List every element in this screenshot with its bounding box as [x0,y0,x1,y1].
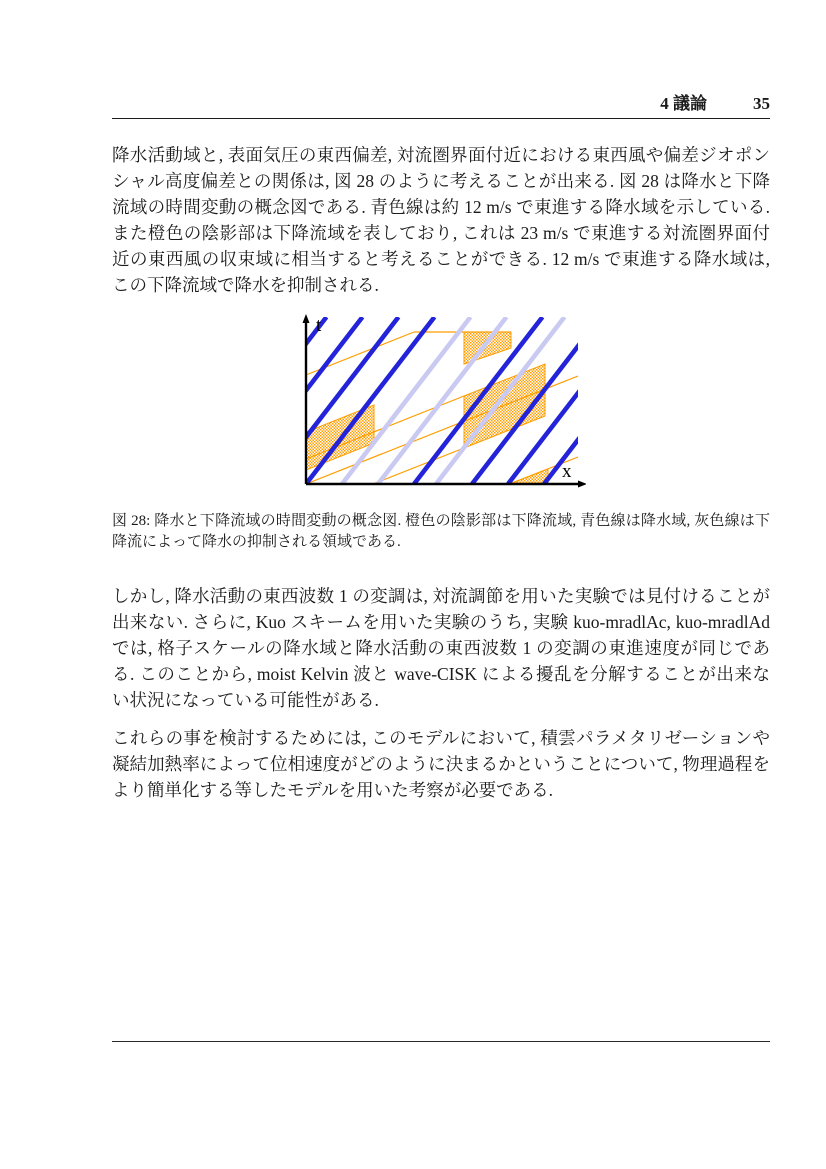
section-title: 4 議論 [660,94,707,113]
spacetime-diagram [296,312,586,494]
x-axis-arrow [578,481,586,488]
text-column [112,0,770,803]
precipitation-line [544,317,586,484]
figure-28 [112,312,770,553]
downdraft-patch [464,332,511,364]
t-axis-label: t [316,315,322,336]
header-rule [112,118,770,119]
paragraph-1: 降水活動域と, 表面気圧の東西偏差, 対流圏界面付近における東西風や偏差ジオポンシャル高度偏差との関係は, 図 28 のように考えることが出来る. 図 28 は降水と下降流域の時間変動の概念図である. 青色線は約 12 m/s で東進する降水域を示している. また橙色の陰影部は下降流域を表しており, これは 23 m/s で東進する対流圏界面付近の東西風の収束域に相当すると考えることができる. 12 m/s で東進する降水域は, この下降流域で降水を抑制される. [112,145,770,295]
footer-rule [112,1041,770,1042]
t-axis-arrow [303,314,310,323]
page-number: 35 [753,94,770,113]
running-head [112,0,770,114]
paragraph-2: しかし, 降水活動の東西波数 1 の変調は, 対流調節を用いた実験では見付けることが出来ない. さらに, Kuo スキームを用いた実験のうち, 実験 kuo-mradlAc, kuo-mradlAd では, 格子スケールの降水域と降水活動の東西波数 1 の変調の東進速度が同じである. このことから, moist Kelvin 波と wave-CISK による擾乱を分解することが出来ない状況になっている可能性がある. [112,586,770,710]
x-axis-label: x [562,461,572,482]
figure-caption: 図 28: 降水と下降流域の時間変動の概念図. 橙色の陰影部は下降流域, 青色線は降水域, 灰色線は下降流によって降水の抑制される領域である. [112,513,770,550]
paragraph-3: これらの事を検討するためには, このモデルにおいて, 積雲パラメタリゼーションや凝結加熱率によって位相速度がどのように決まるかということについて, 物理過程をより簡単化する等したモデルを用いた考察が必要である. [112,728,770,800]
